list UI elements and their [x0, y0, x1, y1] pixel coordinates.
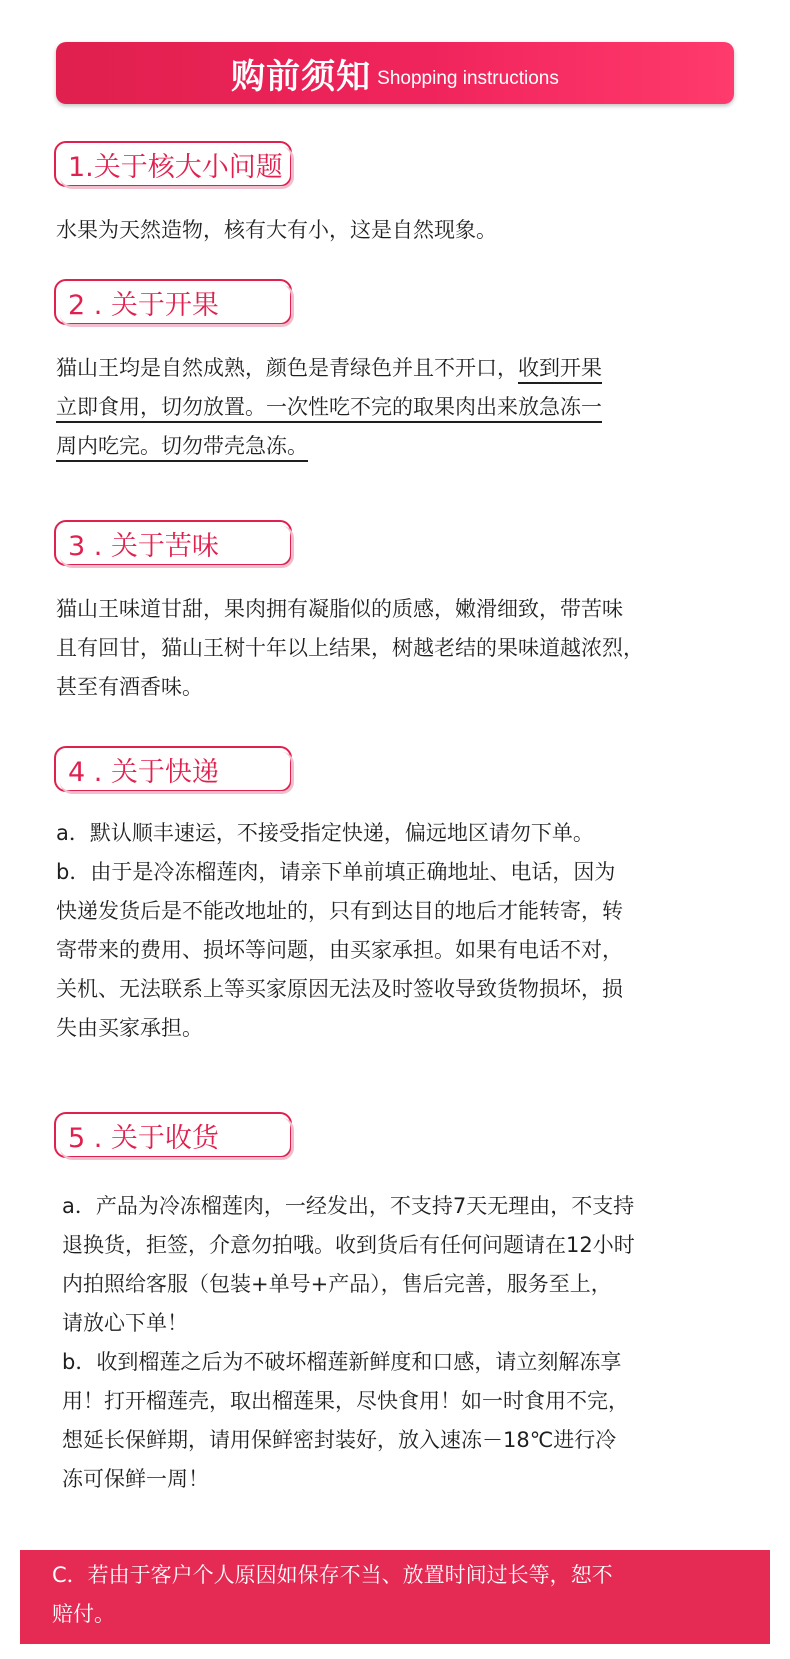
body-line: 想延长保鲜期，请用保鲜密封装好，放入速冻－18℃进行冷	[62, 1428, 617, 1452]
body-line: 猫山王味道甘甜，果肉拥有凝脂似的质感，嫩滑细致，带苦味	[56, 597, 623, 621]
body-line: a．默认顺丰速运，不接受指定快递，偏远地区请勿下单。	[56, 821, 594, 845]
section-title-receiving: 5 . 关于收货	[54, 1112, 292, 1158]
body-line: 用！打开榴莲壳，取出榴莲果，尽快食用！如一时食用不完，	[62, 1389, 629, 1413]
banner-subtitle: Shopping instructions	[377, 68, 559, 89]
underlined-text: 收到开果	[518, 356, 602, 384]
section-title-pit-size: 1.关于核大小问题	[54, 141, 292, 187]
body-line: 退换货，拒签，介意勿拍哦。收到货后有任何问题请在12小时	[62, 1233, 635, 1257]
body-line: 失由买家承担。	[56, 1016, 203, 1040]
body-line: 甚至有酒香味。	[56, 675, 203, 699]
body-line: 请放心下单！	[62, 1311, 188, 1335]
body-line: 关机、无法联系上等买家原因无法及时签收导致货物损坏，损	[56, 977, 623, 1001]
body-line: b．由于是冷冻榴莲肉，请亲下单前填正确地址、电话，因为	[56, 860, 616, 884]
body-line: 赔付。	[52, 1602, 115, 1626]
banner-title: 购前须知	[231, 56, 372, 97]
section-body-receiving	[62, 1187, 752, 1499]
body-line: 快递发货后是不能改地址的，只有到达目的地后才能转寄，转	[56, 899, 623, 923]
section-body-bitterness	[56, 590, 746, 707]
underlined-text: 周内吃完。切勿带壳急冻。	[56, 434, 308, 462]
section-title-bitterness: 3 . 关于苦味	[54, 520, 292, 566]
section-body-opening	[56, 349, 746, 466]
body-line: a．产品为冷冻榴莲肉，一经发出，不支持7天无理由，不支持	[62, 1194, 635, 1218]
body-line: 内拍照给客服（包装+单号+产品），售后完善，服务至上，	[62, 1272, 612, 1296]
underlined-text: 立即食用，切勿放置。一次性吃不完的取果肉出来放急冻一	[56, 395, 602, 423]
section-body-pit-size	[56, 211, 746, 250]
shopping-instructions-banner	[56, 42, 734, 104]
body-line: 冻可保鲜一周！	[62, 1467, 209, 1491]
body-line: 且有回甘，猫山王树十年以上结果，树越老结的果味道越浓烈，	[56, 636, 644, 660]
body-line: 水果为天然造物，核有大有小，这是自然现象。	[56, 218, 497, 242]
section-title-delivery: 4 . 关于快递	[54, 746, 292, 792]
compensation-notice	[20, 1550, 770, 1644]
notice-text	[52, 1556, 742, 1634]
body-line: b．收到榴莲之后为不破坏榴莲新鲜度和口感，请立刻解冻享	[62, 1350, 622, 1374]
body-line: C．若由于客户个人原因如保存不当、放置时间过长等，恕不	[52, 1563, 613, 1587]
section-body-delivery	[56, 814, 746, 1048]
section-title-opening: 2 . 关于开果	[54, 279, 292, 325]
body-line: 寄带来的费用、损坏等问题，由买家承担。如果有电话不对，	[56, 938, 623, 962]
body-line-part: 猫山王均是自然成熟，颜色是青绿色并且不开口，	[56, 356, 518, 380]
